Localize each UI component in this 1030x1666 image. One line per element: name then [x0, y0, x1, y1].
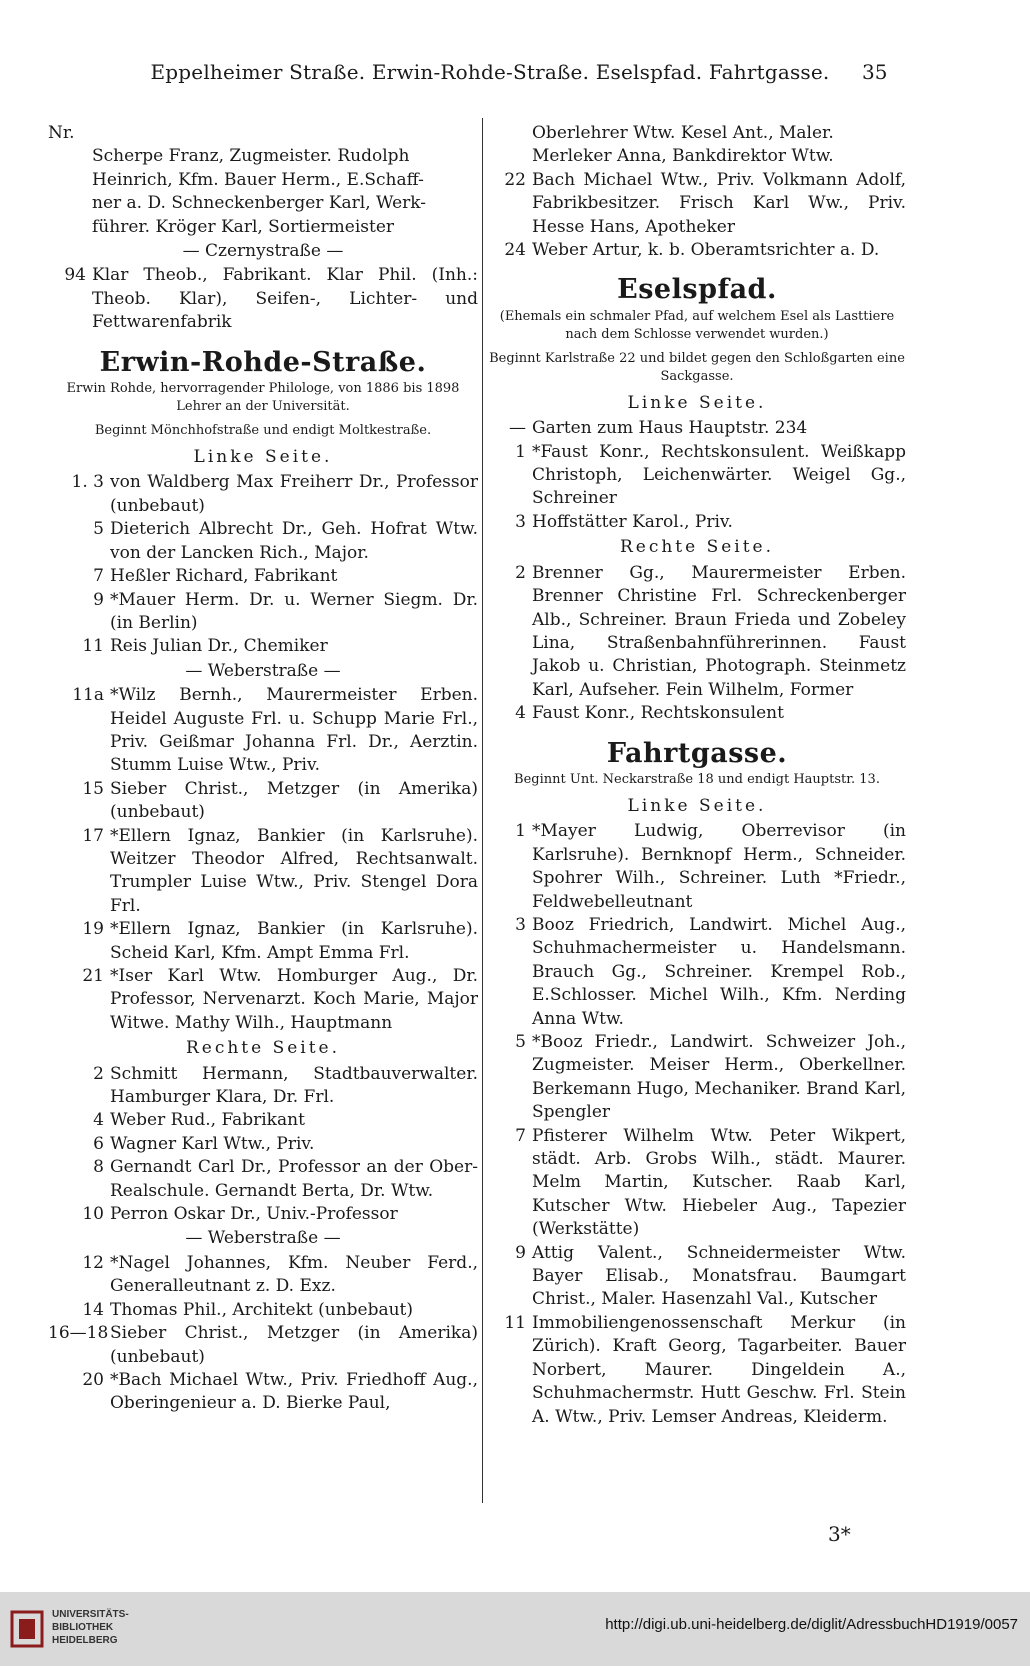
residents: Weber Artur, k. b. Oberamtsrichter a. D. [532, 240, 880, 261]
logo-line: HEIDELBERG [52, 1635, 118, 1646]
address-entry [48, 264, 478, 334]
residents: *Bach Michael Wtw., Priv. Friedhoff Aug., Oberingenieur a. D. Bierke Paul, [110, 1369, 478, 1414]
house-number: 16—18 [48, 1323, 109, 1344]
street-title: Fahrtgasse. [606, 737, 788, 769]
street-note: Erwin Rohde, hervorragender Philologe, von 1886 bis 1898 Lehrer an der Universität. [66, 381, 460, 415]
residents: Dieterich Albrecht Dr., Geh. Hofrat Wtw. von der Lancken Rich., Major. [110, 519, 478, 563]
logo-line: UNIVERSITÄTS- [52, 1609, 129, 1620]
running-title: Eppelheimer Straße. Erwin-Rohde-Straße. Eselspfad. Fahrtgasse. [150, 60, 830, 84]
continuation-line: ner a. D. Schneckenberger Karl, Werk- [92, 193, 427, 214]
address-entry [488, 1312, 906, 1429]
house-number: 1. 3 [71, 472, 104, 493]
cross-street: — Weberstraße — [185, 660, 341, 681]
address-entry [488, 441, 906, 511]
residents: Gernandt Carl Dr., Professor an der Ober-Realschule. Gernandt Berta, Dr. Wtw. [110, 1157, 478, 1201]
address-entry [488, 511, 906, 534]
residents: *Nagel Johannes, Kfm. Neuber Ferd., Generalleutnant z. D. Exz. [110, 1252, 478, 1297]
address-entry [48, 1322, 478, 1369]
house-number: 17 [82, 825, 104, 846]
house-number: 9 [515, 1242, 526, 1263]
house-number: 15 [82, 778, 104, 799]
house-number: 20 [82, 1369, 104, 1390]
address-entry [48, 1252, 478, 1299]
house-number: 1 [515, 821, 526, 842]
logo-line: BIBLIOTHEK [52, 1622, 114, 1633]
address-entry [48, 1203, 478, 1226]
address-entry [488, 820, 906, 914]
residents: Weber Rud., Fabrikant [110, 1110, 305, 1131]
address-entry [48, 518, 478, 565]
side-heading-left: Linke Seite. [193, 447, 333, 468]
house-number: 3 [515, 914, 526, 935]
residents: *Wilz Bernh., Maurermeister Erben. Heidel Auguste Frl. u. Schupp Marie Frl., Priv. Geißmar Johanna Frl. Dr., Aerztin. Stumm Luise Wtw., Priv. [110, 685, 478, 776]
house-number: 4 [515, 703, 526, 724]
residents: Immobiliengenossenschaft Merkur (in Zürich). Kraft Georg, Tagarbeiter. Bauer Norbert, Maurer. Dingeldein A., Schuhmachermstr. Hutt Geschw. Frl. Stein A. Wtw., Priv. Lemser Andreas, Kleiderm. [532, 1312, 906, 1427]
address-entry [488, 169, 906, 239]
library-logo-text [52, 1608, 129, 1647]
house-number: 94 [64, 265, 86, 286]
house-number: 3 [515, 511, 526, 532]
residents: Attig Valent., Schneidermeister Wtw. Bayer Elisab., Monatsfrau. Baumgart Christ., Maler. Hasenzahl Val., Kutscher [532, 1242, 906, 1310]
side-heading-right: Rechte Seite. [185, 1038, 341, 1059]
residents: Brenner Gg., Maurermeister Erben. Brenner Christine Frl. Schreckenberger Alb., Schreiner. Braun Frieda und Zobeley Lina, Straßenbahnführerinnen. Faust Jakob u. Christian, Photograph. Steinmetz Karl, Aufseher. Fein Wilhelm, Former [532, 562, 906, 700]
continuation-line: Merleker Anna, Bankdirektor Wtw. [532, 146, 834, 167]
house-number: 6 [93, 1133, 104, 1154]
page-header [0, 60, 1030, 92]
house-number: 2 [93, 1063, 104, 1084]
continuation-line: Scherpe Franz, Zugmeister. Rudolph [92, 146, 410, 167]
side-heading-left: Linke Seite. [627, 392, 767, 413]
street-title: Erwin-Rohde-Straße. [99, 346, 427, 378]
house-number: 5 [515, 1032, 526, 1052]
address-entry [48, 589, 478, 636]
house-number: — [509, 418, 526, 439]
address-entry [488, 562, 906, 702]
residents: *Mayer Ludwig, Oberrevisor (in Karlsruhe). Bernknopf Herm., Schneider. Spohrer Wilh., Schreiner. Luth *Friedr., Feldwebelleutnant [532, 821, 906, 912]
residents: Heßler Richard, Fabrikant [110, 566, 338, 587]
residents: *Mauer Herm. Dr. u. Werner Siegm. Dr. (in Berlin) [110, 589, 478, 633]
footer-bar [0, 1592, 1030, 1666]
house-number: 19 [82, 919, 104, 940]
residents: Booz Friedrich, Landwirt. Michel Aug., Schuhmachermeister u. Handelsmann. Brauch Gg., Schreiner. Krempel Rob., E.Schlosser. Michel Wilh., Kfm. Nerding Anna Wtw. [532, 914, 906, 1029]
address-entry [48, 1133, 478, 1156]
column-divider [482, 118, 483, 1503]
address-entry [488, 1242, 906, 1312]
house-number: 4 [93, 1110, 104, 1131]
address-entry [48, 825, 478, 919]
side-heading-right: Rechte Seite. [619, 537, 775, 558]
residents: Schmitt Hermann, Stadtbauverwalter. Hamburger Klara, Dr. Frl. [110, 1063, 478, 1108]
house-number: 8 [93, 1157, 104, 1178]
house-number: 24 [504, 240, 526, 261]
house-number: 7 [515, 1125, 526, 1146]
residents: von Waldberg Max Freiherr Dr., Professor (unbebaut) [110, 472, 478, 516]
residents: *Faust Konr., Rechtskonsulent. Weißkapp Christoph, Leichenwärter. Weigel Gg., Schreiner [532, 441, 906, 509]
residents: *Iser Karl Wtw. Homburger Aug., Dr. Professor, Nervenarzt. Koch Marie, Major Witwe. Mathy Wilh., Hauptmann [110, 966, 478, 1033]
house-number: 5 [93, 519, 104, 540]
address-entry [48, 1109, 478, 1132]
side-heading-left: Linke Seite. [627, 795, 767, 816]
residents: Pfisterer Wilhelm Wtw. Peter Wikpert, städt. Arb. Grobs Wilh., städt. Maurer. Melm Martin, Kutscher. Raab Karl, Kutscher Wtw. Hiebeler Aug., Tapezier (Werkstätte) [532, 1125, 906, 1240]
signature-mark: 3* [828, 1522, 851, 1546]
house-number: 11a [72, 685, 104, 706]
residents: *Ellern Ignaz, Bankier (in Karlsruhe). Scheid Karl, Kfm. Ampt Emma Frl. [110, 919, 478, 963]
address-entry [488, 1031, 906, 1125]
cross-street: — Czernystraße — [182, 241, 344, 262]
house-number: 9 [93, 589, 104, 610]
house-number: 11 [82, 636, 104, 657]
library-logo-icon [10, 1610, 44, 1648]
residents: Wagner Karl Wtw., Priv. [110, 1133, 315, 1154]
address-entry [48, 471, 478, 518]
house-number: 21 [82, 966, 104, 986]
residents: *Booz Friedr., Landwirt. Schweizer Joh., Zugmeister. Meiser Herm., Oberkellner. Berkemann Hugo, Mechaniker. Brand Karl, Spengler [532, 1032, 906, 1123]
address-entry [48, 1299, 478, 1322]
cross-street: — Weberstraße — [185, 1228, 341, 1249]
house-number: 11 [504, 1312, 526, 1333]
street-route: Beginnt Mönchhofstraße und endigt Moltkestraße. [94, 423, 432, 439]
residents: Klar Theob., Fabrikant. Klar Phil. (Inh.: Theob. Klar), Seifen-, Lichter- und Fettwarenfabrik [92, 265, 478, 333]
address-entry [488, 417, 906, 440]
residents: Thomas Phil., Architekt (unbebaut) [110, 1299, 414, 1320]
house-number: 1 [515, 441, 526, 462]
residents: Bach Michael Wtw., Priv. Volkmann Adolf, Fabrikbesitzer. Frisch Karl Ww., Priv. Hesse Hans, Apotheker [532, 169, 906, 237]
source-url-link[interactable]: http://digi.ub.uni-heidelberg.de/diglit/AdressbuchHD1919/0057 [605, 1616, 1018, 1633]
address-entry [48, 635, 478, 658]
continuation-line: Oberlehrer Wtw. Kesel Ant., Maler. [532, 123, 834, 143]
address-entry [488, 702, 906, 725]
left-column [48, 122, 478, 1416]
library-logo[interactable] [10, 1606, 160, 1652]
street-note: (Ehemals ein schmaler Pfad, auf welchem Esel als Lasttiere nach dem Schlosse verwendet wurden.) [499, 308, 895, 342]
continuation-line: führer. Kröger Karl, Sortiermeister [92, 216, 395, 237]
address-entry [488, 239, 906, 262]
address-entry [48, 1156, 478, 1203]
residents: Perron Oskar Dr., Univ.-Professor [110, 1204, 398, 1225]
house-number: 14 [82, 1299, 104, 1320]
right-column [488, 122, 906, 1429]
residents: Sieber Christ., Metzger (in Amerika) (unbebaut) [110, 778, 478, 823]
address-entry [48, 918, 478, 965]
address-entry [488, 914, 906, 1031]
number-label: Nr. [48, 123, 75, 143]
residents: *Ellern Ignaz, Bankier (in Karlsruhe). Weitzer Theodor Alfred, Rechtsanwalt. Trumpler Luise Wtw., Priv. Stengel Dora Frl. [110, 825, 478, 916]
page-number: 35 [862, 60, 888, 84]
address-entry [488, 1125, 906, 1242]
continuation-line: Heinrich, Kfm. Bauer Herm., E.Schaff- [92, 169, 424, 190]
address-entry [48, 684, 478, 778]
address-entry [48, 1063, 478, 1110]
residents: Reis Julian Dr., Chemiker [110, 636, 328, 657]
residents: Garten zum Haus Hauptstr. 234 [532, 418, 808, 439]
address-entry [48, 565, 478, 588]
address-entry [48, 778, 478, 825]
house-number: 7 [93, 566, 104, 587]
residents: Sieber Christ., Metzger (in Amerika) (unbebaut) [110, 1323, 478, 1367]
residents: Hoffstätter Karol., Priv. [532, 511, 733, 532]
house-number: 10 [82, 1204, 104, 1225]
street-route: Beginnt Unt. Neckarstraße 18 und endigt Hauptstr. 13. [514, 771, 880, 787]
house-number: 2 [515, 562, 526, 583]
street-title: Eselspfad. [617, 274, 777, 306]
house-number: 12 [82, 1252, 104, 1273]
street-route: Beginnt Karlstraße 22 und bildet gegen den Schloßgarten eine Sackgasse. [489, 350, 905, 384]
address-entry [48, 965, 478, 1035]
house-number: 22 [504, 169, 526, 190]
residents: Faust Konr., Rechtskonsulent [532, 703, 784, 724]
address-entry [48, 1369, 478, 1416]
